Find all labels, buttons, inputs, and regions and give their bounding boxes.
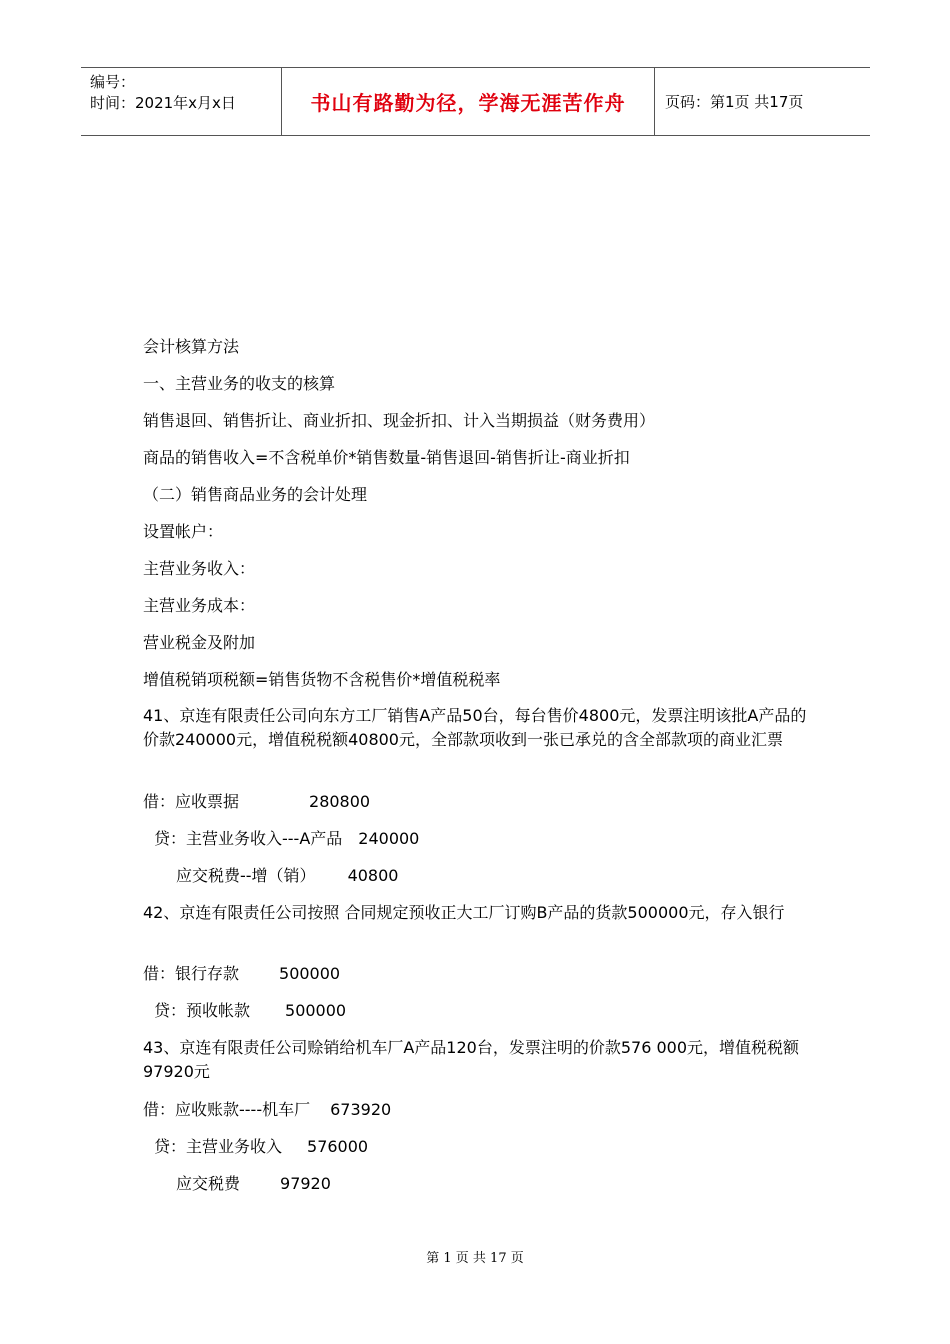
doc-title: 会计核算方法 bbox=[143, 337, 240, 356]
entry-label: 应交税费--增（销） bbox=[176, 866, 316, 885]
entry-amount: 576000 bbox=[307, 1137, 369, 1156]
page-header bbox=[81, 67, 870, 136]
vat-formula: 增值税销项税额=销售货物不含税售价*增值税税率 bbox=[143, 670, 501, 689]
journal-credit bbox=[176, 1172, 331, 1195]
time-label: 时间：2021年x月x日 bbox=[90, 94, 236, 112]
section-heading-2: （二）销售商品业务的会计处理 bbox=[143, 485, 368, 504]
entry-amount: 500000 bbox=[285, 1001, 347, 1020]
entry-amount: 280800 bbox=[309, 792, 371, 811]
entry-amount: 40800 bbox=[347, 866, 399, 885]
header-motto-cell bbox=[282, 68, 655, 135]
account-item: 主营业务收入： bbox=[143, 559, 256, 578]
journal-debit bbox=[143, 1098, 391, 1121]
text-line: 商品的销售收入=不含税单价*销售数量-销售退回-销售折让-商业折扣 bbox=[143, 448, 630, 467]
journal-credit bbox=[154, 999, 346, 1022]
journal-debit bbox=[143, 790, 370, 813]
journal-credit bbox=[176, 864, 398, 887]
entry-label: 贷：主营业务收入 bbox=[154, 1137, 283, 1156]
entry-label: 借：应收账款----机车厂 bbox=[143, 1100, 311, 1119]
motto: 书山有路勤为径，学海无涯苦作舟 bbox=[310, 91, 626, 115]
entry-amount: 97920 bbox=[280, 1174, 331, 1193]
entry-label: 贷：预收帐款 bbox=[154, 1001, 251, 1020]
account-item: 主营业务成本： bbox=[143, 596, 256, 615]
page-footer: 第 1 页 共 17 页 bbox=[426, 1251, 524, 1266]
page-info: 页码：第1页 共17页 bbox=[665, 93, 804, 111]
text-line: 销售退回、销售折让、商业折扣、现金折扣、计入当期损益（财务费用） bbox=[143, 411, 656, 430]
section-heading-1: 一、主营业务的收支的核算 bbox=[143, 374, 336, 393]
account-item: 营业税金及附加 bbox=[143, 633, 256, 652]
journal-credit bbox=[154, 827, 419, 850]
entry-label: 借：银行存款 bbox=[143, 964, 240, 983]
header-meta bbox=[81, 68, 282, 135]
journal-credit bbox=[154, 1135, 368, 1158]
entry-amount: 240000 bbox=[358, 829, 420, 848]
entry-label: 借：应收票据 bbox=[143, 792, 240, 811]
entry-label: 贷：主营业务收入---A产品 bbox=[154, 829, 343, 848]
journal-debit bbox=[143, 962, 340, 985]
entry-amount: 673920 bbox=[330, 1100, 392, 1119]
entry-amount: 500000 bbox=[279, 964, 341, 983]
text-line: 设置帐户： bbox=[143, 522, 224, 541]
question-43: 43、京连有限责任公司赊销给机车厂A产品120台，发票注明的价款576 000元，增值税税额97920元 bbox=[143, 1038, 800, 1081]
question-42: 42、京连有限责任公司按照 合同规定预收正大工厂订购B产品的货款500000元，存入银行 bbox=[143, 903, 785, 922]
header-page-info bbox=[655, 68, 870, 135]
question-41: 41、京连有限责任公司向东方工厂销售A产品50台，每台售价4800元，发票注明该批A产品的价款240000元，增值税税额40800元，全部款项收到一张已承兑的含全部款项的商业汇票 bbox=[143, 706, 807, 749]
number-label: 编号： bbox=[90, 73, 136, 91]
entry-label: 应交税费 bbox=[176, 1174, 241, 1193]
